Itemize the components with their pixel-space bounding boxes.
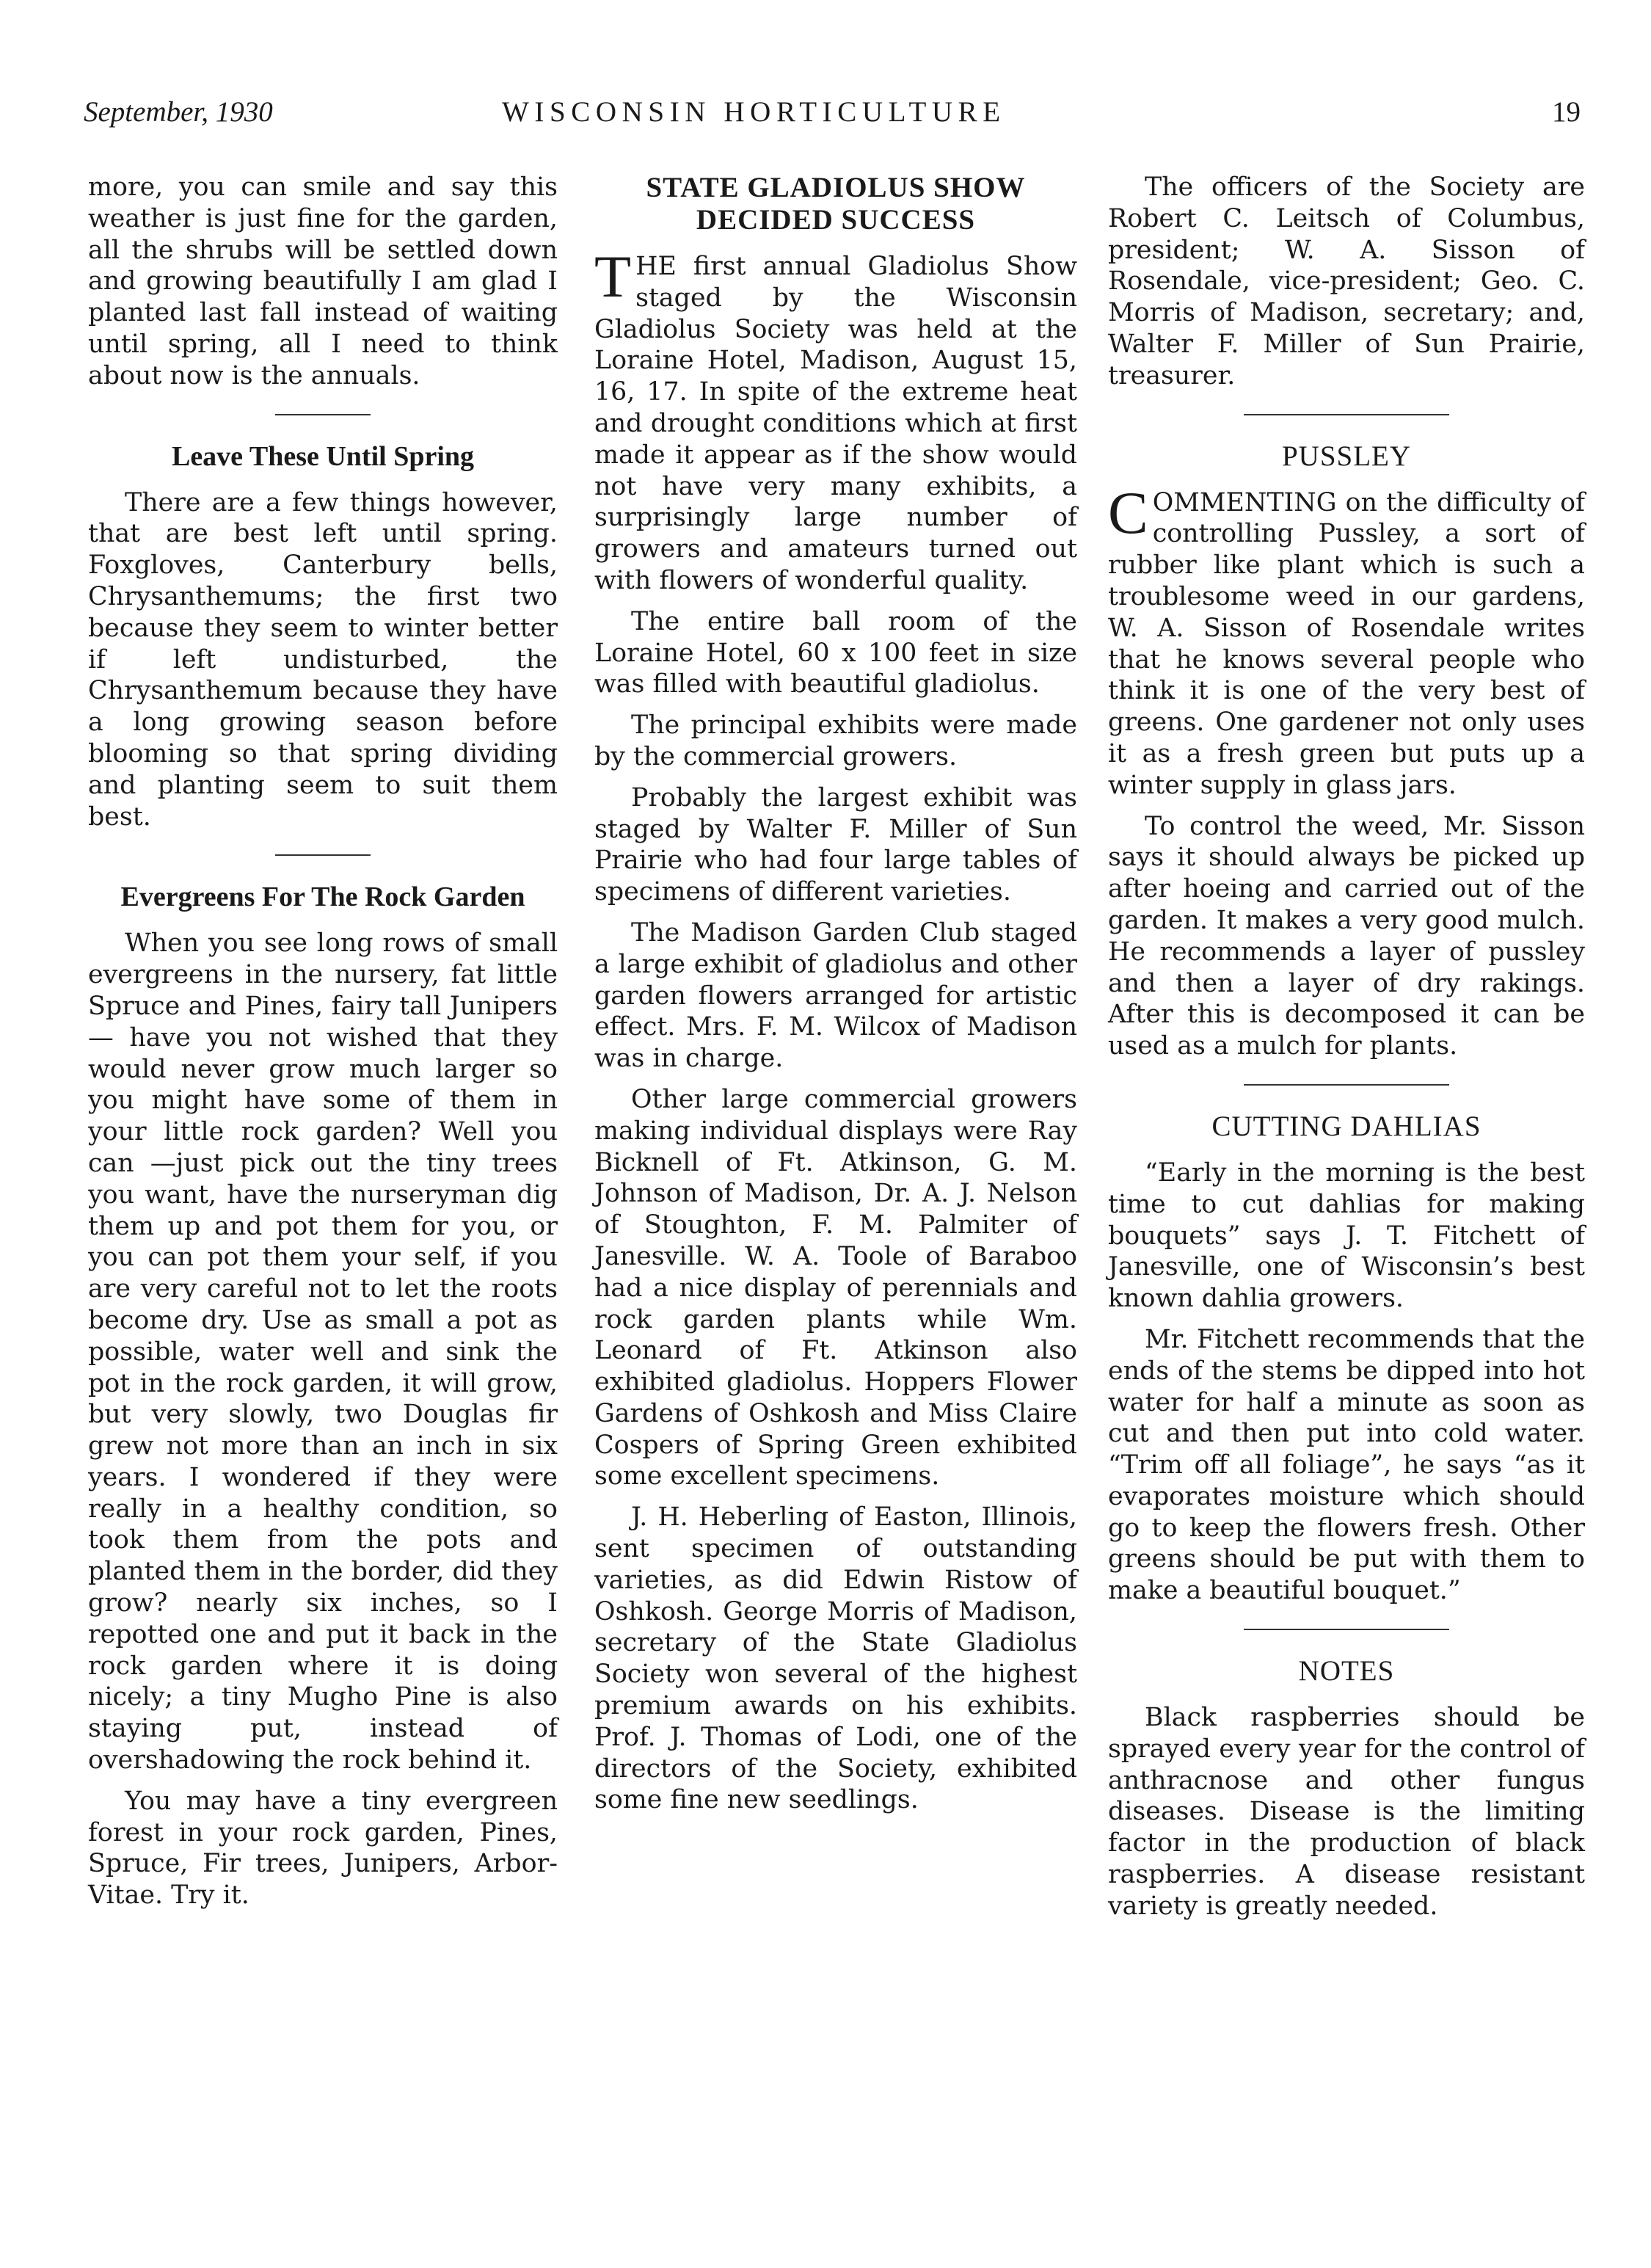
drop-cap: C — [1108, 479, 1148, 546]
paragraph: The officers of the Society are Robert C. Leitsch of Columbus, president; W. A. Sisson of Rosendale, vice-president; Geo. C. Morris of Madison, secretary; and, Walter F. Miller of Sun Prairie, treasurer. — [1108, 172, 1585, 390]
lead-text: OMMENTING on the difficulty of controlling Pussley, a sort of rubber like plant which is such a troublesome weed in our gardens, W. A. Sisson of Rosendale writes that he knows several people who think it is one of the very best of greens. One gardener not only uses it as a fresh green but puts up a winter supply in glass jars. — [1108, 487, 1585, 800]
paragraph: J. H. Heberling of Easton, Illinois, sent specimen of outstanding varieties, as did Edwin Ristow of Oshkosh. George Morris of Madison, secretary of the State Gladiolus Society won several of the highest premium awards on his exhibits. Prof. J. Thomas of Lodi, one of the directors of the Society, exhibited some fine new seedlings. — [594, 1502, 1077, 1815]
section-divider — [275, 854, 371, 856]
section-divider — [275, 414, 371, 415]
section-divider — [1244, 414, 1449, 415]
journal-title: WISCONSIN HORTICULTURE — [502, 96, 1006, 128]
article-heading-pussley: PUSSLEY — [1281, 440, 1412, 472]
paragraph: “Early in the morning is the best time to cut dahlias for making bouquets” says J. T. Fitchett of Janesville, one of Wisconsin’s best known dahlia growers. — [1108, 1157, 1585, 1314]
paragraph: When you see long rows of small evergreens in the nursery, fat little Spruce and Pines, fairy tall Junipers — have you not wished that they would never grow much larger so you might have some of them in your little rock garden? Well you can —just pick out the tiny trees you want, have the nurseryman dig them up and pot them for you, or you can pot them your self, if you are very careful not to let the roots become dry. Use as small a pot as possible, water well and sink the pot in the rock garden, it will grow, but very slowly, two Douglas fir grew not more than an inch in six years. I wondered if they were really in a healthy condition, so took them from the pots and planted them in the border, did they grow? nearly six inches, so I repotted one and put it back in the rock garden where it is doing nicely; a tiny Mugho Pine is also staying put, instead of overshadowing the rock behind it. — [88, 928, 558, 1775]
paragraph: The entire ball room of the Loraine Hotel, 60 x 100 feet in size was filled with beautiful gladiolus. — [594, 606, 1077, 699]
article-heading-cutting-dahlias: CUTTING DAHLIAS — [1211, 1110, 1481, 1142]
page-number: 19 — [1552, 96, 1581, 128]
article-heading-gladiolus-show: STATE GLADIOLUS SHOW DECIDED SUCCESS — [646, 172, 1026, 236]
paragraph: There are a few things however, that are best left until spring. Foxgloves, Canterbury bells, Chrysanthemums; the first two because they seem to winter better if left undisturbed, the Chrysanthemum because they have a long growing season before blooming so that spring dividing and planting seem to suit them best. — [88, 487, 558, 832]
continued-paragraph: more, you can smile and say this weather is just fine for the garden, all the shrubs will be settled down and growing beautifully I am glad I planted last fall instead of waiting until spring, all I need to think about now is the annuals. — [88, 172, 558, 390]
column-left — [88, 172, 558, 1921]
lead-paragraph — [1108, 479, 1585, 802]
article-heading-notes: NOTES — [1298, 1655, 1395, 1687]
issue-date: September, 1930 — [84, 96, 273, 128]
lead-paragraph — [594, 243, 1077, 597]
lead-text: HE first annual Gladiolus Show staged by the Wisconsin Gladiolus Society was held at the Loraine Hotel, Madison, August 15, 16, 17. In spite of the extreme heat and drought conditions which at first made it appear as if the show would not have very many exhibits, a surprisingly large number of growers and amateurs turned out with flowers of wonderful quality. — [594, 252, 1077, 595]
section-divider — [1244, 1084, 1449, 1086]
paragraph: You may have a tiny evergreen forest in your rock garden, Pines, Spruce, Fir trees, Junipers, Arbor-Vitae. Try it. — [88, 1786, 558, 1911]
running-header — [84, 95, 1581, 139]
paragraph: To control the weed, Mr. Sisson says it should always be picked up after hoeing and carried out of the garden. It makes a very good mulch. He recommends a layer of pussley and then a layer of dry rakings. After this is decomposed it can be used as a mulch for plants. — [1108, 811, 1585, 1061]
section-heading-evergreens: Evergreens For The Rock Garden — [120, 882, 525, 913]
column-right — [1108, 172, 1585, 1932]
column-middle — [594, 172, 1077, 1825]
paragraph: Mr. Fitchett recommends that the ends of the stems be dipped into hot water for half a minute as soon as cut and then put into cold water. “Trim off all foliage”, he says “as it evaporates moisture which should go to keep the flowers fresh. Other greens should be put with them to make a beautiful bouquet.” — [1108, 1324, 1585, 1606]
paragraph: The principal exhibits were made by the commercial growers. — [594, 710, 1077, 771]
paragraph: Black raspberries should be sprayed every year for the control of anthracnose and other fungus diseases. Disease is the limiting factor in the production of black raspberries. A disease resistant variety is greatly needed. — [1108, 1703, 1585, 1921]
drop-cap: T — [594, 243, 632, 310]
paragraph: Probably the largest exhibit was staged by Walter F. Miller of Sun Prairie who had four large tables of specimens of different varieties. — [594, 782, 1077, 907]
paragraph: Other large commercial growers making individual displays were Ray Bicknell of Ft. Atkinson, G. M. Johnson of Madison, Dr. A. J. Nelson of Stoughton, F. M. Palmiter of Janesville. W. A. Toole of Baraboo had a nice display of perennials and rock garden plants while Wm. Leonard of Ft. Atkinson also exhibited gladiolus. Hoppers Flower Gardens of Oshkosh and Miss Claire Cospers of Spring Green exhibited some excellent specimens. — [594, 1084, 1077, 1491]
paragraph: The Madison Garden Club staged a large exhibit of gladiolus and other garden flowers arranged for artistic effect. Mrs. F. M. Wilcox of Madison was in charge. — [594, 917, 1077, 1074]
section-divider — [1244, 1629, 1449, 1630]
section-heading-leave-until-spring: Leave These Until Spring — [171, 440, 475, 472]
